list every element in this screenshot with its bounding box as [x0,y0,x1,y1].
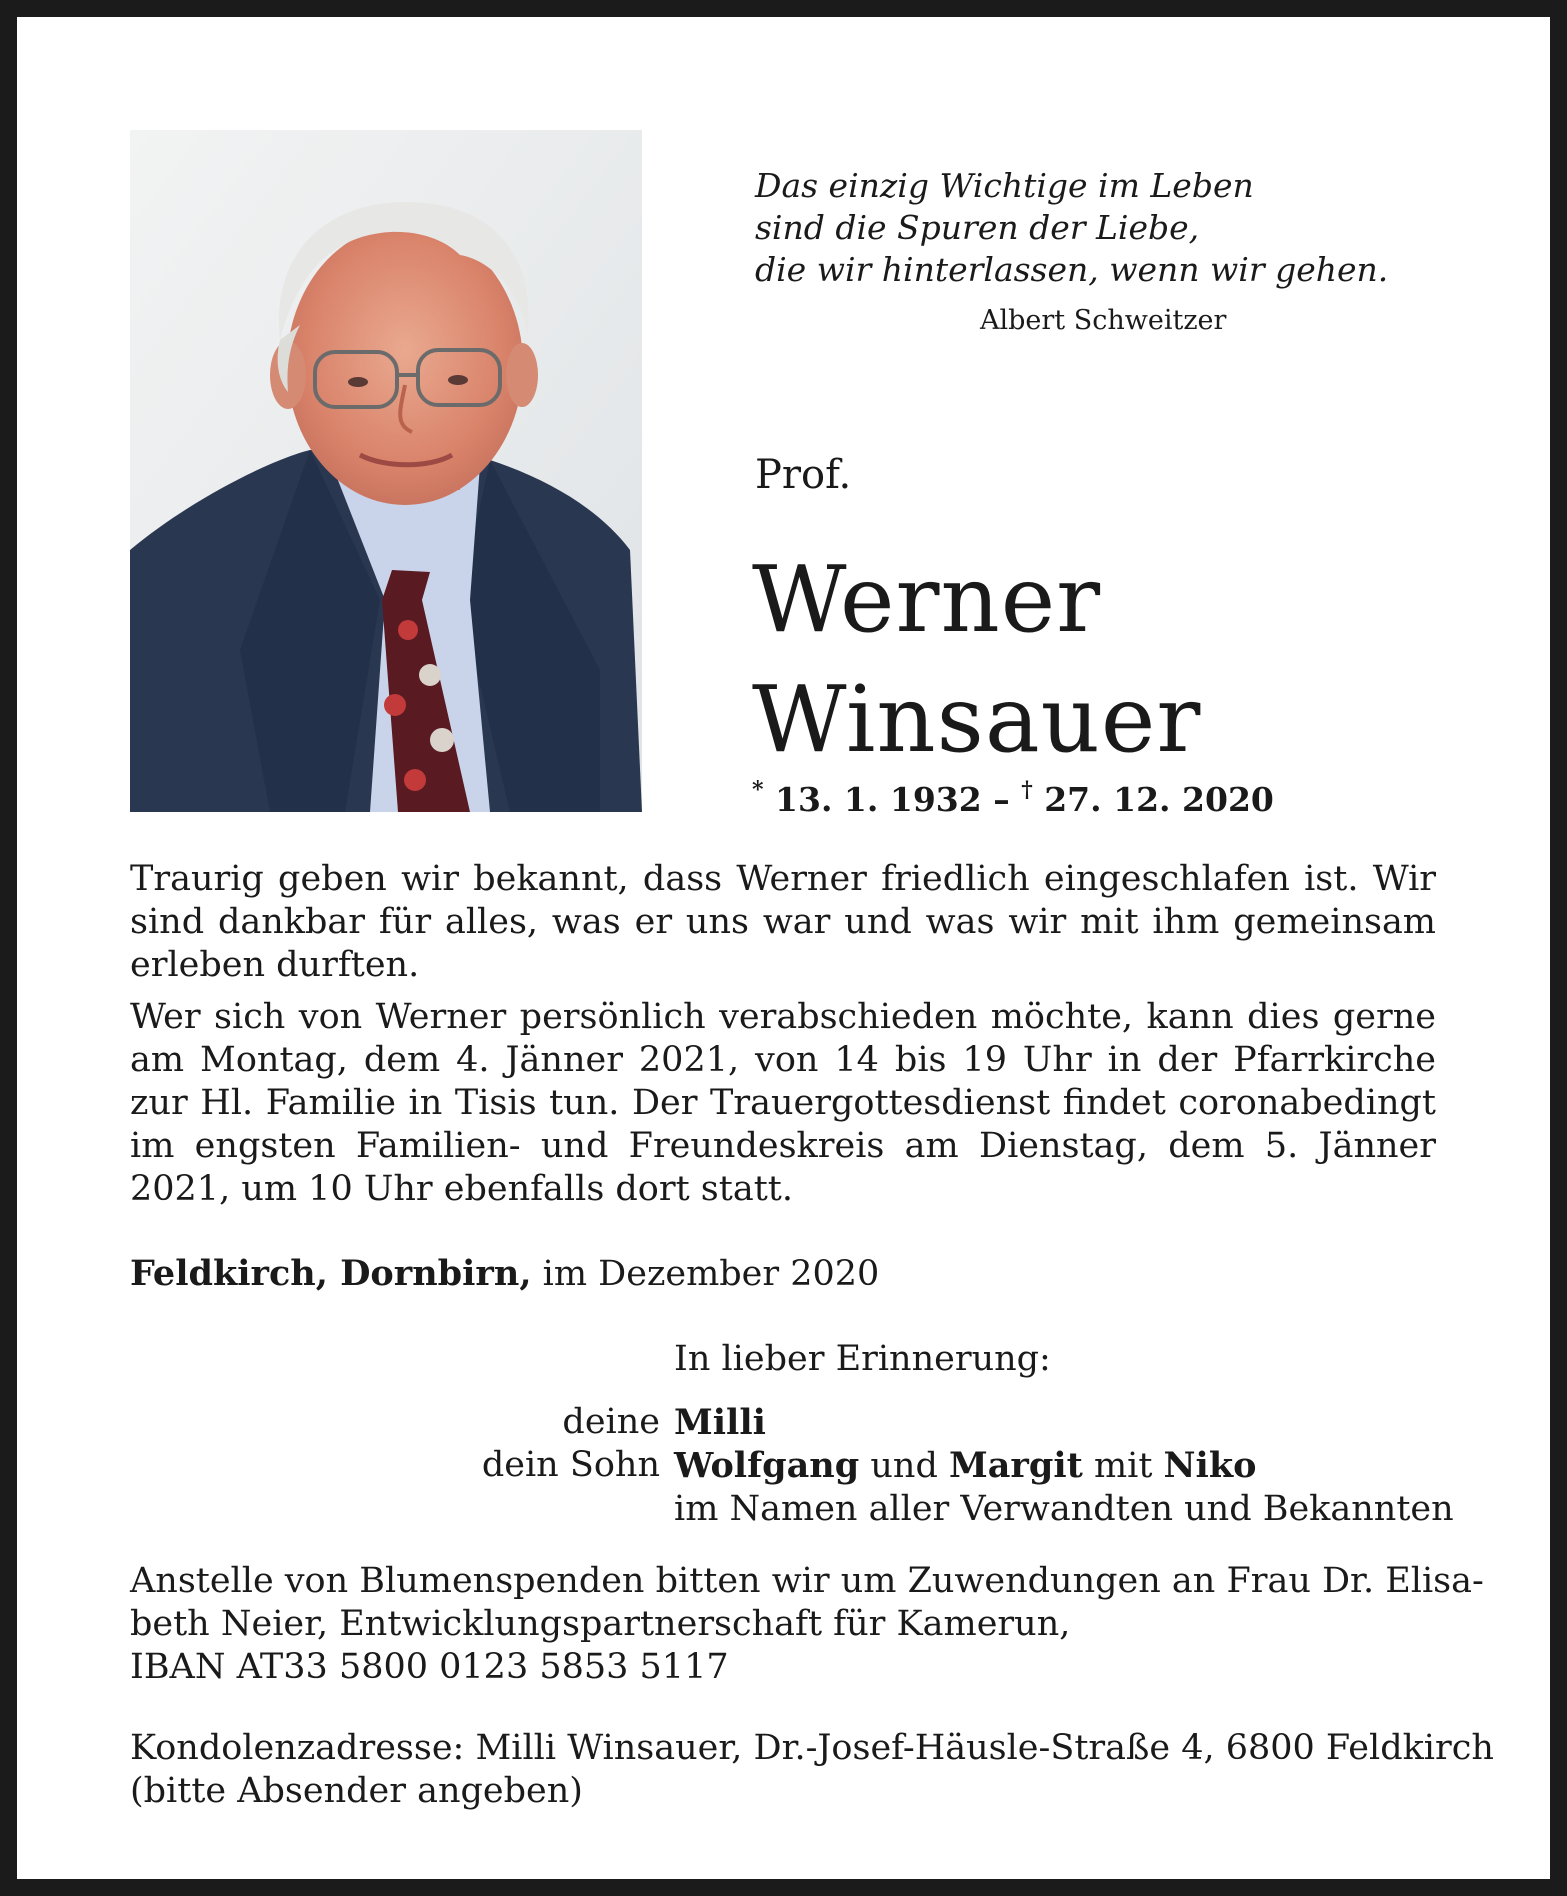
donation-iban: IBAN AT33 5800 0123 5853 5117 [130,1647,729,1687]
and-word: und [870,1446,938,1486]
life-dates [752,777,1274,819]
announcement-paragraph-1: Traurig geben wir bekannt, dass Werner friedlich eingeschlafen ist. Wir sind dankbar für alles, was er uns war und was wir mit ihm gemeinsam erleben durften. [130,859,1436,985]
announcement-paragraph-2: Wer sich von Werner persönlich verabschieden möchte, kann dies gerne am Montag, dem 4. Jänner 2021, von 14 bis 19 Uhr in der Pfarrkirche zur Hl. Familie in Tisis tun. Der Trauergottesdienst findet coronabedingt im engsten Familien- und Freundeskreis am Dienstag, dem 5. Jänner 2021, um 10 Uhr ebenfalls dort statt. [130,997,1436,1209]
mourners-block [440,1338,1454,1531]
condolence-address [130,1727,1494,1813]
partner-name: Margit [949,1445,1083,1486]
death-date: 27. 12. 2020 [1044,780,1274,819]
academic-title: Prof. [755,452,852,498]
date-dash: – [993,780,1010,819]
mourners-closing: im Namen aller Verwandten und Bekannten [674,1489,1454,1529]
place-cities: Feldkirch, Dornbirn, [130,1253,532,1294]
donation-line: beth Neier, Entwicklungspartnerschaft für Kamerun, [130,1604,1071,1644]
son-name: Wolfgang [674,1445,860,1486]
with-word: mit [1093,1446,1153,1486]
first-name: Werner [752,546,1102,653]
last-name: Winsauer [752,666,1202,773]
son-label: dein Sohn [481,1445,660,1485]
condolence-line: Kondolenzadresse: Milli Winsauer, Dr.-Josef-Häusle-Straße 4, 6800 Feldkirch [130,1728,1494,1768]
quote-author: Albert Schweitzer [980,305,1227,336]
birth-symbol: * [752,777,764,803]
quote-line: sind die Spuren der Liebe, [755,208,1200,247]
quote-line: die wir hinterlassen, wenn wir gehen. [755,250,1389,289]
place-date: im Dezember 2020 [542,1254,880,1294]
birth-date: 13. 1. 1932 [775,780,982,819]
deceased-name [752,540,1201,780]
donation-note [130,1560,1484,1689]
wife-name: Milli [674,1402,766,1443]
quote-line: Das einzig Wichtige im Leben [755,166,1254,205]
donation-line: Anstelle von Blumenspenden bitten wir um Zuwendungen an Frau Dr. Elisa- [130,1561,1484,1601]
grandchild-name: Niko [1163,1445,1257,1486]
portrait-photo [130,130,642,812]
condolence-note: (bitte Absender angeben) [130,1771,583,1811]
mourners-heading: In lieber Erinnerung: [674,1339,1051,1379]
wife-label: deine [562,1402,660,1442]
place-and-date [130,1253,879,1294]
quote [755,165,1455,291]
death-symbol: † [1021,777,1033,803]
